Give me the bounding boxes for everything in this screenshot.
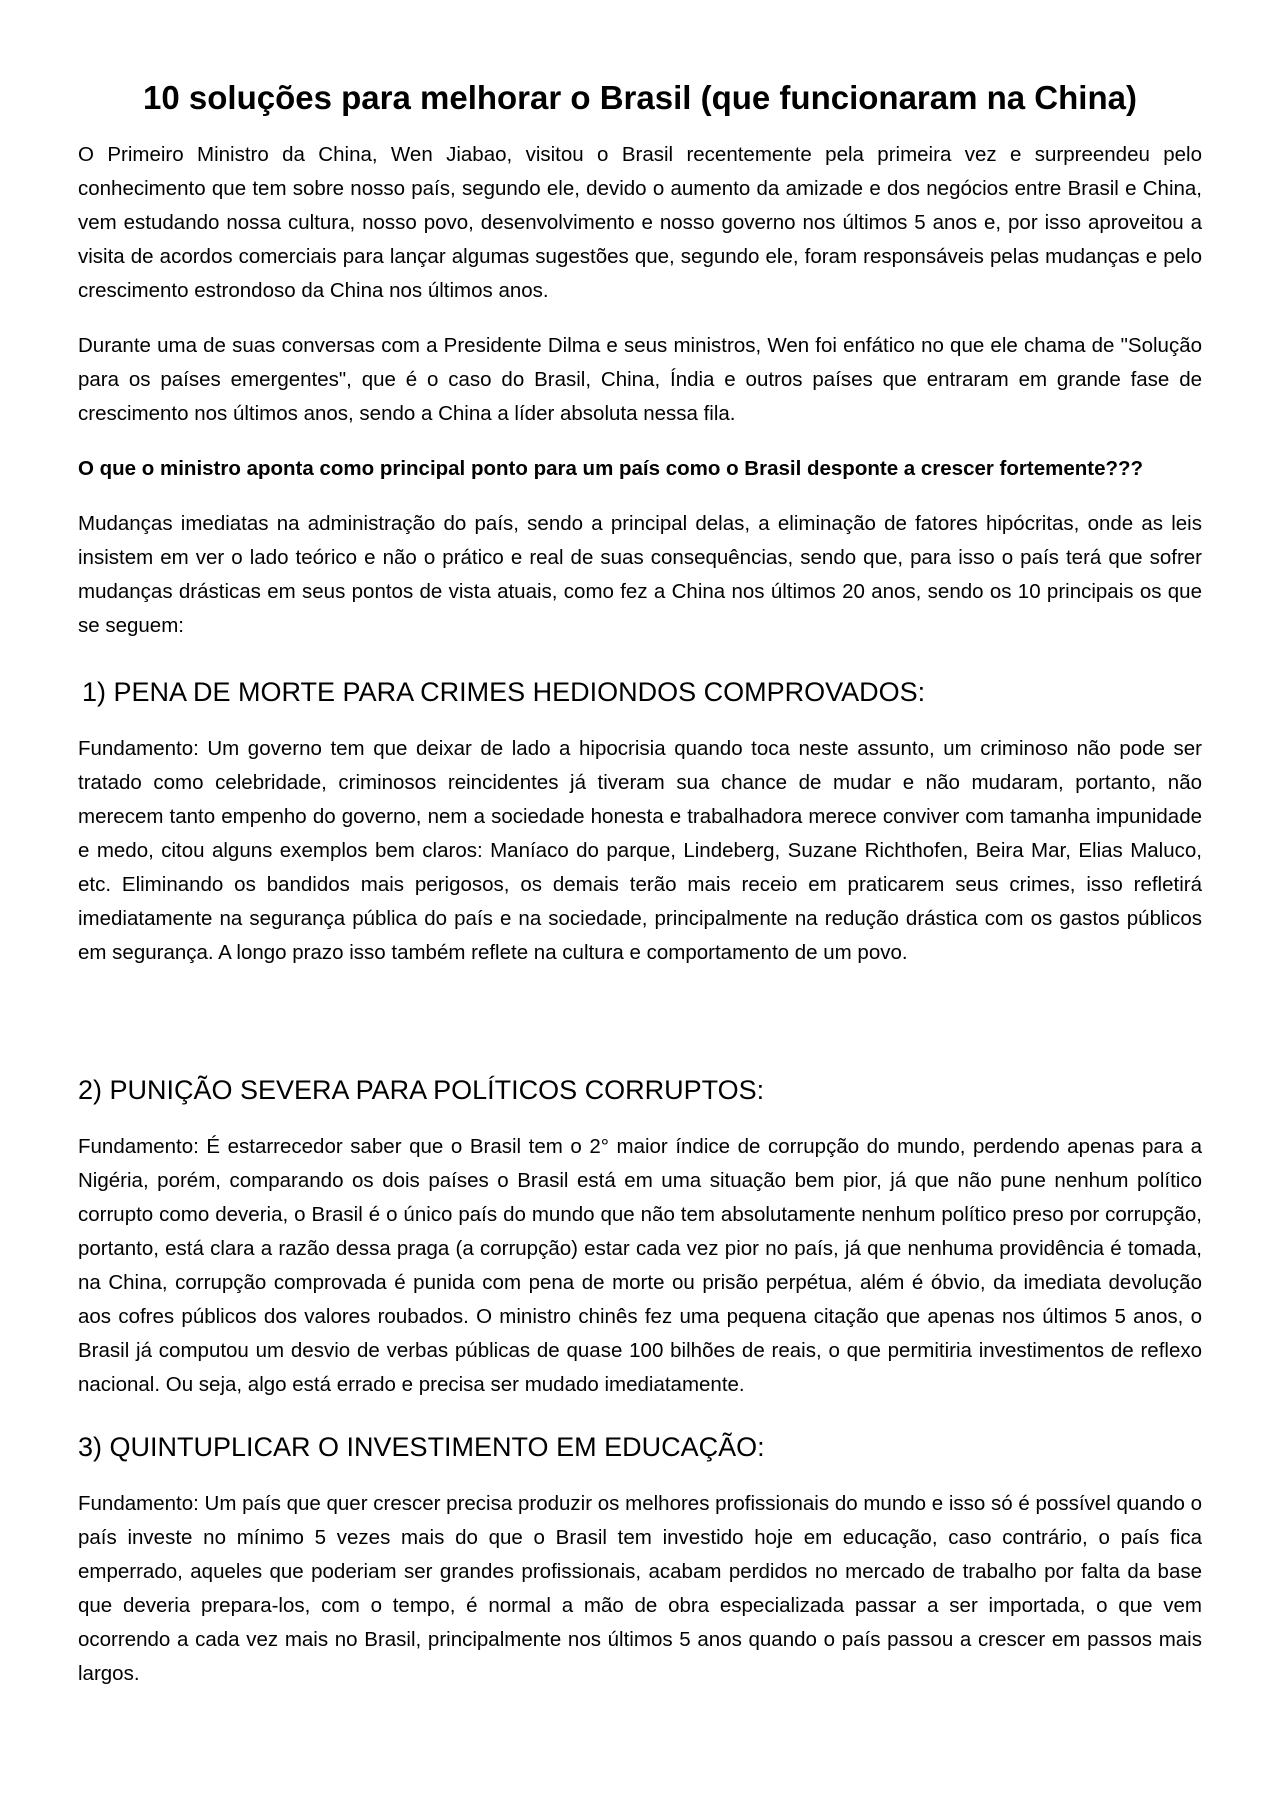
intro-paragraph-2: Durante uma de suas conversas com a Presidente Dilma e seus ministros, Wen foi enfático no que ele chama de "Solução para os países emergentes", que é o caso do Brasil, China, Índia e outros países que entraram em grande fase de crescimento nos últimos anos, sendo a China a líder absoluta nessa fila. [78,333,1202,425]
section-2-heading: 2) PUNIÇÃO SEVERA PARA POLÍTICOS CORRUPTOS: [78,1074,765,1105]
answer-paragraph: Mudanças imediatas na administração do país, sendo a principal delas, a eliminação de fatores hipócritas, onde as leis insistem em ver o lado teórico e não o prático e real de suas consequências, sendo que, para isso o país terá que sofrer mudanças drásticas em seus pontos de vista atuais, como fez a China nos últimos 20 anos, sendo os 10 principais os que se seguem: [78,511,1202,637]
key-question: O que o ministro aponta como principal ponto para um país como o Brasil desponte a crescer fortemente??? [78,456,1144,480]
intro-paragraph-1: O Primeiro Ministro da China, Wen Jiabao, visitou o Brasil recentemente pela primeira vez e surpreendeu pelo conhecimento que tem sobre nosso país, segundo ele, devido o aumento da amizade e dos negócios entre Brasil e China, vem estudando nossa cultura, nosso povo, desenvolvimento e nosso governo nos últimos 5 anos e, por isso aproveitou a visita de acordos comerciais para lançar algumas sugestões que, segundo ele, foram responsáveis pelas mudanças e pelo crescimento estrondoso da China nos últimos anos. [78,142,1202,302]
section-1-body: Fundamento: Um governo tem que deixar de lado a hipocrisia quando toca neste assunto, um criminoso não pode ser tratado como celebridade, criminosos reincidentes já tiveram sua chance de mudar e não mudaram, portanto, não merecem tanto empenho do governo, nem a sociedade honesta e trabalhadora merece conviver com tamanha impunidade e medo, citou alguns exemplos bem claros: Maníaco do parque, Lindeberg, Suzane Richthofen, Beira Mar, Elias Maluco, etc. Eliminando os bandidos mais perigosos, os demais terão mais receio em praticarem seus crimes, isso refletirá imediatamente na segurança pública do país e na sociedade, principalmente na redução drástica com os gastos públicos em segurança. A longo prazo isso também reflete na cultura e comportamento de um povo. [78,736,1202,964]
section-3-heading: 3) QUINTUPLICAR O INVESTIMENTO EM EDUCAÇÃO: [78,1431,765,1462]
section-1-heading: 1) PENA DE MORTE PARA CRIMES HEDIONDOS COMPROVADOS: [82,676,926,707]
document-title: 10 soluções para melhorar o Brasil (que funcionaram na China) [143,79,1137,116]
section-3-body: Fundamento: Um país que quer crescer precisa produzir os melhores profissionais do mundo e isso só é possível quando o país investe no mínimo 5 vezes mais do que o Brasil tem investido hoje em educação, caso contrário, o país fica emperrado, aqueles que poderiam ser grandes profissionais, acabam perdidos no mercado de trabalho por falta da base que deveria prepara-los, com o tempo, é normal a mão de obra especializada passar a ser importada, o que vem ocorrendo a cada vez mais no Brasil, principalmente nos últimos 5 anos quando o país passou a crescer em passos mais largos. [78,1491,1202,1685]
blank-spacer [78,991,1202,1055]
section-2-body: Fundamento: É estarrecedor saber que o Brasil tem o 2° maior índice de corrupção do mundo, perdendo apenas para a Nigéria, porém, comparando os dois países o Brasil está em uma situação bem pior, já que não pune nenhum político corrupto como deveria, o Brasil é o único país do mundo que não tem absolutamente nenhum político preso por corrupção, portanto, está clara a razão dessa praga (a corrupção) estar cada vez pior no país, já que nenhuma providência é tomada, na China, corrupção comprovada é punida com pena de morte ou prisão perpétua, além é óbvio, da imediata devolução aos cofres públicos dos valores roubados. O ministro chinês fez uma pequena citação que apenas nos últimos 5 anos, o Brasil já computou um desvio de verbas públicas de quase 100 bilhões de reais, o que permitiria investimentos de reflexo nacional. Ou seja, algo está errado e precisa ser mudado imediatamente. [78,1134,1202,1396]
